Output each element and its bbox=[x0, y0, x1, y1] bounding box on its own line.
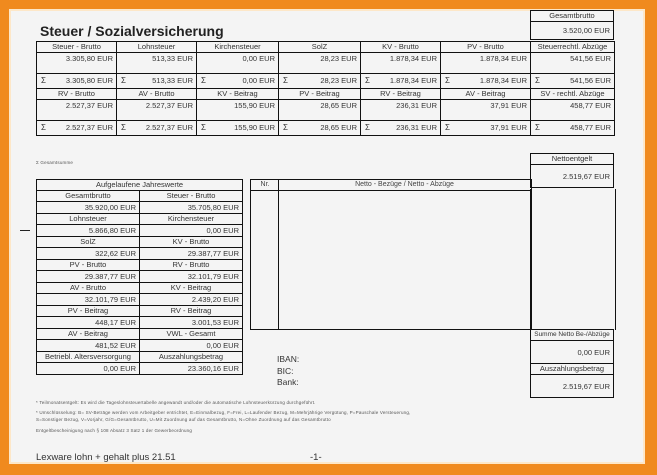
sum-row-1 bbox=[37, 74, 615, 89]
annual-value: 0,00 EUR bbox=[140, 225, 243, 237]
col-nr: Nr. bbox=[260, 181, 270, 188]
gesamtbrutto-value: 3.520,00 EUR bbox=[531, 22, 614, 40]
value-cell: 0,00 EUR bbox=[197, 53, 279, 74]
sigma-icon: Σ bbox=[365, 123, 370, 132]
iban-label: IBAN: bbox=[277, 354, 300, 364]
annual-value: 29.387,77 EUR bbox=[140, 248, 243, 260]
sum-cell bbox=[37, 121, 117, 136]
value-cell: 37,91 EUR bbox=[441, 100, 531, 121]
col-header: Steuerrechtl. Abzüge bbox=[531, 42, 615, 53]
annual-label: Gesamtbrutto bbox=[37, 191, 140, 202]
annual-label: Kirchensteuer bbox=[140, 214, 243, 225]
note-legend-2: S=Sonstiger Bezug, V=Vorjahr, G/G=Gesamtbrutto, U=Mit Zuordnung auf das Gesamtbrutto, N=Ohne Zuordnung auf das Gesamtbrutto bbox=[36, 417, 331, 422]
sum-cell bbox=[531, 74, 615, 89]
value-cell: 458,77 EUR bbox=[531, 100, 615, 121]
col-header: RV - Beitrag bbox=[361, 89, 441, 100]
annual-value: 35.705,80 EUR bbox=[140, 202, 243, 214]
annual-values-table bbox=[36, 179, 243, 375]
sum-cell bbox=[441, 74, 531, 89]
annual-value: 3.001,53 EUR bbox=[140, 317, 243, 329]
col-header: RV - Brutto bbox=[37, 89, 117, 100]
annual-value: 29.387,77 EUR bbox=[37, 271, 140, 283]
sum-cell bbox=[279, 121, 361, 136]
annual-value: 448,17 EUR bbox=[37, 317, 140, 329]
sum-value: 28,65 EUR bbox=[320, 123, 357, 132]
sum-value: 513,33 EUR bbox=[152, 76, 193, 85]
nettoentgelt-label: Nettoentgelt bbox=[531, 154, 614, 165]
sum-cell bbox=[279, 74, 361, 89]
annual-label: KV - Brutto bbox=[140, 237, 243, 248]
annual-value: 0,00 EUR bbox=[37, 363, 140, 375]
annual-label: PV - Brutto bbox=[37, 260, 140, 271]
annual-label: AV - Beitrag bbox=[37, 329, 140, 340]
sum-cell bbox=[197, 74, 279, 89]
sigma-icon: Σ bbox=[41, 123, 46, 132]
value-cell: 513,33 EUR bbox=[117, 53, 197, 74]
sum-value: 0,00 EUR bbox=[242, 76, 275, 85]
sum-cell bbox=[531, 121, 615, 136]
summe-netto-label: Summe Netto Be-/Abzüge bbox=[531, 330, 614, 341]
annual-label: AV - Brutto bbox=[37, 283, 140, 294]
payslip-page bbox=[9, 9, 645, 464]
sum-value: 2.527,37 EUR bbox=[145, 123, 193, 132]
header-row-1 bbox=[37, 42, 615, 53]
sum-row-2 bbox=[37, 121, 615, 136]
sum-cell bbox=[361, 121, 441, 136]
annual-value: 0,00 EUR bbox=[140, 340, 243, 352]
annual-value: 32.101,79 EUR bbox=[37, 294, 140, 306]
col-header: KV - Beitrag bbox=[197, 89, 279, 100]
value-cell: 1.878,34 EUR bbox=[361, 53, 441, 74]
annual-value: 2.439,20 EUR bbox=[140, 294, 243, 306]
col-header: PV - Beitrag bbox=[279, 89, 361, 100]
sigma-icon: Σ bbox=[201, 123, 206, 132]
annual-value: 5.866,80 EUR bbox=[37, 225, 140, 237]
software-name: Lexware lohn + gehalt plus 21.51 bbox=[36, 452, 176, 463]
value-row-1 bbox=[37, 53, 615, 74]
annual-label: RV - Beitrag bbox=[140, 306, 243, 317]
sum-cell bbox=[441, 121, 531, 136]
annual-label: Auszahlungsbetrag bbox=[140, 352, 243, 363]
nettoentgelt-box bbox=[530, 153, 614, 188]
sum-cell bbox=[117, 121, 197, 136]
gesamtbrutto-box bbox=[530, 10, 614, 40]
sum-value: 155,90 EUR bbox=[234, 123, 275, 132]
sigma-icon: Σ bbox=[41, 76, 46, 85]
annual-label: KV - Beitrag bbox=[140, 283, 243, 294]
summe-netto-box bbox=[530, 329, 614, 398]
col-header: KV - Brutto bbox=[361, 42, 441, 53]
value-cell: 3.305,80 EUR bbox=[37, 53, 117, 74]
note-certificate: Entgeltbescheinigung nach § 108 Absatz 3 Satz 1 der Gewerbeordnung bbox=[36, 428, 193, 433]
annual-label: SolZ bbox=[37, 237, 140, 248]
nettoentgelt-value: 2.519,67 EUR bbox=[531, 165, 614, 188]
bic-label: BIC: bbox=[277, 366, 294, 376]
sum-value: 3.305,80 EUR bbox=[65, 76, 113, 85]
sum-value: 1.878,34 EUR bbox=[479, 76, 527, 85]
value-cell: 2.527,37 EUR bbox=[117, 100, 197, 121]
col-header: Lohnsteuer bbox=[117, 42, 197, 53]
sigma-icon: Σ bbox=[365, 76, 370, 85]
tax-social-table bbox=[36, 41, 615, 136]
sum-value: 236,31 EUR bbox=[396, 123, 437, 132]
col-header: SolZ bbox=[279, 42, 361, 53]
sigma-icon: Σ bbox=[283, 76, 288, 85]
annual-values-title: Aufgelaufene Jahreswerte bbox=[37, 180, 243, 191]
auszahlung-label: Auszahlungsbetrag bbox=[531, 364, 614, 375]
annual-label: Steuer - Brutto bbox=[140, 191, 243, 202]
sigma-icon: Σ bbox=[535, 123, 540, 132]
annual-label: Betriebl. Altersversorgung bbox=[37, 352, 140, 363]
col-net-items: Netto - Bezüge / Netto - Abzüge bbox=[355, 181, 454, 188]
page-number: -1- bbox=[310, 452, 322, 463]
fold-mark bbox=[20, 230, 30, 231]
sigma-icon: Σ bbox=[201, 76, 206, 85]
sum-value: 28,23 EUR bbox=[320, 76, 357, 85]
annual-value: 23.360,16 EUR bbox=[140, 363, 243, 375]
summe-netto-value: 0,00 EUR bbox=[531, 341, 614, 364]
sigma-legend: Σ Gesamtsumme bbox=[36, 160, 74, 165]
bank-label: Bank: bbox=[277, 377, 299, 387]
sigma-icon: Σ bbox=[535, 76, 540, 85]
sum-value: 541,56 EUR bbox=[570, 76, 611, 85]
col-header: AV - Beitrag bbox=[441, 89, 531, 100]
sum-cell bbox=[37, 74, 117, 89]
net-items-divider bbox=[278, 179, 279, 329]
value-cell: 155,90 EUR bbox=[197, 100, 279, 121]
value-row-2 bbox=[37, 100, 615, 121]
auszahlung-value: 2.519,67 EUR bbox=[531, 375, 614, 398]
sigma-icon: Σ bbox=[445, 123, 450, 132]
col-header: SV - rechtl. Abzüge bbox=[531, 89, 615, 100]
annual-value: 35.920,00 EUR bbox=[37, 202, 140, 214]
gesamtbrutto-label: Gesamtbrutto bbox=[531, 11, 614, 22]
sum-cell bbox=[117, 74, 197, 89]
annual-value: 481,52 EUR bbox=[37, 340, 140, 352]
annual-label: Lohnsteuer bbox=[37, 214, 140, 225]
annual-label: VWL - Gesamt bbox=[140, 329, 243, 340]
annual-label: PV - Beitrag bbox=[37, 306, 140, 317]
page-title: Steuer / Sozialversicherung bbox=[40, 23, 224, 39]
sigma-icon: Σ bbox=[121, 76, 126, 85]
sum-value: 1.878,34 EUR bbox=[389, 76, 437, 85]
value-cell: 236,31 EUR bbox=[361, 100, 441, 121]
value-cell: 541,56 EUR bbox=[531, 53, 615, 74]
value-cell: 28,65 EUR bbox=[279, 100, 361, 121]
sigma-icon: Σ bbox=[121, 123, 126, 132]
sum-cell bbox=[361, 74, 441, 89]
header-row-2 bbox=[37, 89, 615, 100]
sum-value: 458,77 EUR bbox=[570, 123, 611, 132]
net-items-table bbox=[250, 179, 532, 330]
value-cell: 2.527,37 EUR bbox=[37, 100, 117, 121]
col-header: AV - Brutto bbox=[117, 89, 197, 100]
col-header: Steuer - Brutto bbox=[37, 42, 117, 53]
note-legend-1: * Umschlüsselung: B= SV-Beträge werden vom Arbeitgeber entrichtet, E=Einmalbezug, F=Frei, L=Laufender Bezug, M=Mehrjährige Vergütung, P=Pauschale Versteuerung, bbox=[36, 410, 411, 415]
annual-label: RV - Brutto bbox=[140, 260, 243, 271]
sigma-icon: Σ bbox=[283, 123, 288, 132]
col-header: PV - Brutto bbox=[441, 42, 531, 53]
col-header: Kirchensteuer bbox=[197, 42, 279, 53]
sum-value: 2.527,37 EUR bbox=[65, 123, 113, 132]
sigma-icon: Σ bbox=[445, 76, 450, 85]
annual-value: 32.101,79 EUR bbox=[140, 271, 243, 283]
value-cell: 1.878,34 EUR bbox=[441, 53, 531, 74]
sum-cell bbox=[197, 121, 279, 136]
right-column bbox=[530, 189, 616, 330]
note-partial-month: * Teilmonatsentgelt: Es wird die Tageslohnsteuertabelle angewandt und/oder die automatische Lohnsteuerkürzung durchgeführt. bbox=[36, 400, 316, 405]
sum-value: 37,91 EUR bbox=[490, 123, 527, 132]
annual-value: 322,62 EUR bbox=[37, 248, 140, 260]
value-cell: 28,23 EUR bbox=[279, 53, 361, 74]
